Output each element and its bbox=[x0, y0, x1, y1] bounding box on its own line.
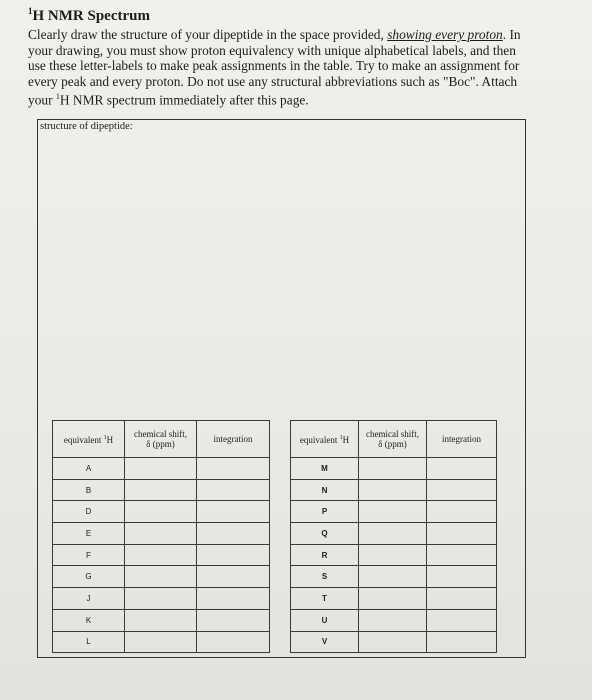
chemical-shift-cell[interactable] bbox=[359, 501, 427, 523]
header-integration: integration bbox=[427, 421, 497, 458]
integration-cell[interactable] bbox=[197, 544, 270, 566]
integration-cell[interactable] bbox=[197, 588, 270, 610]
table-row bbox=[291, 588, 497, 610]
proton-label: F bbox=[53, 544, 125, 566]
table-row bbox=[291, 501, 497, 523]
proton-label: V bbox=[291, 631, 359, 653]
table-row bbox=[53, 588, 270, 610]
chemical-shift-cell[interactable] bbox=[359, 609, 427, 631]
integration-cell[interactable] bbox=[427, 479, 497, 501]
proton-label: T bbox=[291, 588, 359, 610]
table-row bbox=[291, 566, 497, 588]
proton-label: S bbox=[291, 566, 359, 588]
chemical-shift-cell[interactable] bbox=[359, 544, 427, 566]
integration-cell[interactable] bbox=[427, 544, 497, 566]
chemical-shift-cell[interactable] bbox=[359, 588, 427, 610]
table-row bbox=[291, 458, 497, 480]
integration-cell[interactable] bbox=[427, 588, 497, 610]
integration-cell[interactable] bbox=[427, 501, 497, 523]
header-equivalent-h: equivalent $^1$H bbox=[53, 421, 125, 458]
chemical-shift-cell[interactable] bbox=[125, 501, 197, 523]
table-row bbox=[291, 609, 497, 631]
proton-label: G bbox=[53, 566, 125, 588]
instructions-paragraph: Clearly draw the structure of your dipeptide in the space provided, showing every proton. In your drawing, you must show proton equivalency with unique alphabetical labels, and then use these letter-labels to make peak assignments in the table. Try to make an assignment for every peak and every proton. Do not use any structural abbreviations such as "Boc". Attach your $^1$H NMR spectrum immediately after this page. bbox=[28, 27, 521, 108]
chemical-shift-cell[interactable] bbox=[359, 566, 427, 588]
header-integration: integration bbox=[197, 421, 270, 458]
table-row bbox=[291, 523, 497, 545]
integration-cell[interactable] bbox=[427, 566, 497, 588]
proton-label: Q bbox=[291, 523, 359, 545]
integration-cell[interactable] bbox=[197, 631, 270, 653]
table-row bbox=[53, 631, 270, 653]
chemical-shift-cell[interactable] bbox=[125, 631, 197, 653]
table-row bbox=[291, 631, 497, 653]
table-row bbox=[53, 566, 270, 588]
header-chemical-shift: chemical shift, δ (ppm) bbox=[125, 421, 197, 458]
table-row bbox=[291, 479, 497, 501]
integration-cell[interactable] bbox=[197, 609, 270, 631]
chemical-shift-cell[interactable] bbox=[125, 523, 197, 545]
proton-label: N bbox=[291, 479, 359, 501]
assignment-table-left bbox=[52, 420, 270, 653]
integration-cell[interactable] bbox=[197, 458, 270, 480]
emphasis-text: showing every proton bbox=[387, 27, 503, 42]
section-heading: $^1$H NMR Spectrum bbox=[28, 6, 150, 24]
proton-label: M bbox=[291, 458, 359, 480]
table-row bbox=[53, 458, 270, 480]
proton-label: J bbox=[53, 588, 125, 610]
proton-label: B bbox=[53, 479, 125, 501]
table-row bbox=[53, 544, 270, 566]
integration-cell[interactable] bbox=[197, 566, 270, 588]
structure-box-label: structure of dipeptide: bbox=[40, 121, 133, 132]
integration-cell[interactable] bbox=[197, 501, 270, 523]
integration-cell[interactable] bbox=[197, 479, 270, 501]
chemical-shift-cell[interactable] bbox=[359, 479, 427, 501]
proton-label: K bbox=[53, 609, 125, 631]
table-row bbox=[291, 544, 497, 566]
chemical-shift-cell[interactable] bbox=[125, 588, 197, 610]
proton-label: A bbox=[53, 458, 125, 480]
assignment-table-right bbox=[290, 420, 497, 653]
header-chemical-shift: chemical shift, δ (ppm) bbox=[359, 421, 427, 458]
integration-cell[interactable] bbox=[197, 523, 270, 545]
integration-cell[interactable] bbox=[427, 609, 497, 631]
integration-cell[interactable] bbox=[427, 631, 497, 653]
chemical-shift-cell[interactable] bbox=[125, 566, 197, 588]
chemical-shift-cell[interactable] bbox=[359, 458, 427, 480]
chemical-shift-cell[interactable] bbox=[125, 479, 197, 501]
proton-label: L bbox=[53, 631, 125, 653]
integration-cell[interactable] bbox=[427, 458, 497, 480]
chemical-shift-cell[interactable] bbox=[359, 631, 427, 653]
chemical-shift-cell[interactable] bbox=[125, 458, 197, 480]
chemical-shift-cell[interactable] bbox=[125, 544, 197, 566]
table-row bbox=[53, 523, 270, 545]
table-row bbox=[53, 479, 270, 501]
table-row bbox=[53, 501, 270, 523]
proton-label: E bbox=[53, 523, 125, 545]
table-row bbox=[53, 609, 270, 631]
proton-label: R bbox=[291, 544, 359, 566]
header-equivalent-h: equivalent $^1$H bbox=[291, 421, 359, 458]
chemical-shift-cell[interactable] bbox=[359, 523, 427, 545]
integration-cell[interactable] bbox=[427, 523, 497, 545]
chemical-shift-cell[interactable] bbox=[125, 609, 197, 631]
proton-label: P bbox=[291, 501, 359, 523]
proton-label: U bbox=[291, 609, 359, 631]
proton-label: D bbox=[53, 501, 125, 523]
